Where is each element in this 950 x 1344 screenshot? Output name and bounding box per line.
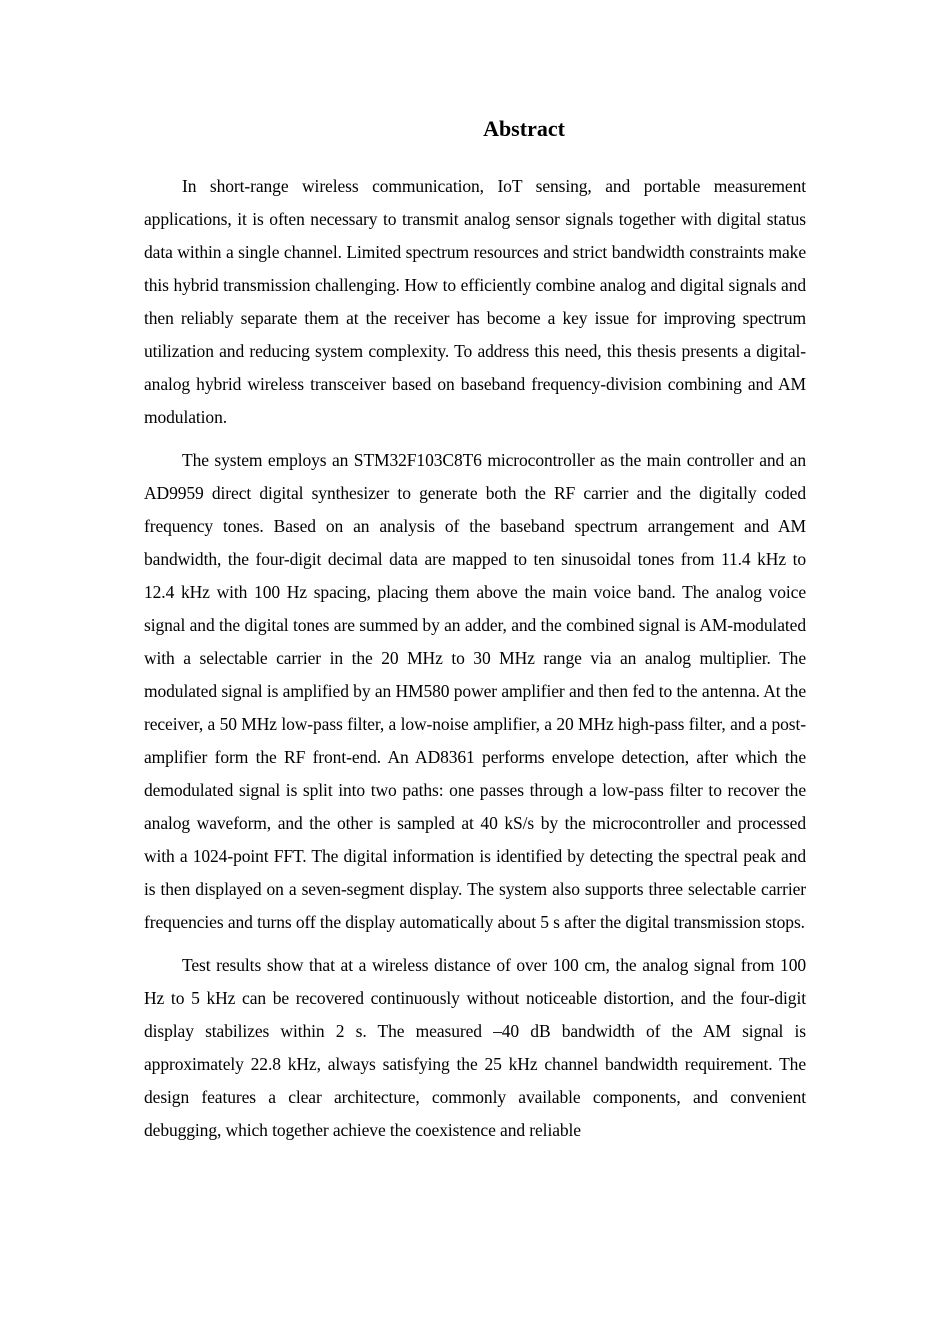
paragraph-3: Test results show that at a wireless distance of over 100 cm, the analog signal from 100 Hz to 5 kHz can be recovered continuously without noticeable distortion, and the four-digit display stabilizes within 2 s. The measured –40 dB bandwidth of the AM signal is approximately 22.8 kHz, always satisfying the 25 kHz channel bandwidth requirement. The design features a clear architecture, commonly available components, and convenient debugging, which together achieve the coexistence and reliable (144, 955, 806, 1140)
abstract-body (144, 170, 806, 1157)
paragraph-2: The system employs an STM32F103C8T6 microcontroller as the main controller and an AD9959 direct digital synthesizer to generate both the RF carrier and the digitally coded frequency tones. Based on an analysis of the baseband spectrum arrangement and AM bandwidth, the four-digit decimal data are mapped to ten sinusoidal tones from 11.4 kHz to 12.4 kHz with 100 Hz spacing, placing them above the main voice band. The analog voice signal and the digital tones are summed by an adder, and the combined signal is AM-modulated with a selectable carrier in the 20 MHz to 30 MHz range via an analog multiplier. The modulated signal is amplified by an HM580 power amplifier and then fed to the antenna. At the receiver, a 50 MHz low-pass filter, a low-noise amplifier, a 20 MHz high-pass filter, and a post-amplifier form the RF front-end. An AD8361 performs envelope detection, after which the demodulated signal is split into two paths: one passes through a low-pass filter to recover the analog waveform, and the other is sampled at 40 kS/s by the microcontroller and processed with a 1024-point FFT. The digital information is identified by detecting the spectral peak and is then displayed on a seven-segment display. The system also supports three selectable carrier frequencies and turns off the display automatically about 5 s after the digital transmission stops. (144, 450, 806, 932)
paragraph-1: In short-range wireless communication, IoT sensing, and portable measurement applications, it is often necessary to transmit analog sensor signals together with digital status data within a single channel. Limited spectrum resources and strict bandwidth constraints make this hybrid transmission challenging. How to efficiently combine analog and digital signals and then reliably separate them at the receiver has become a key issue for improving spectrum utilization and reducing system complexity. To address this need, this thesis presents a digital-analog hybrid wireless transceiver based on baseband frequency-division combining and AM modulation. (144, 176, 806, 427)
abstract-title: Abstract (483, 116, 565, 141)
